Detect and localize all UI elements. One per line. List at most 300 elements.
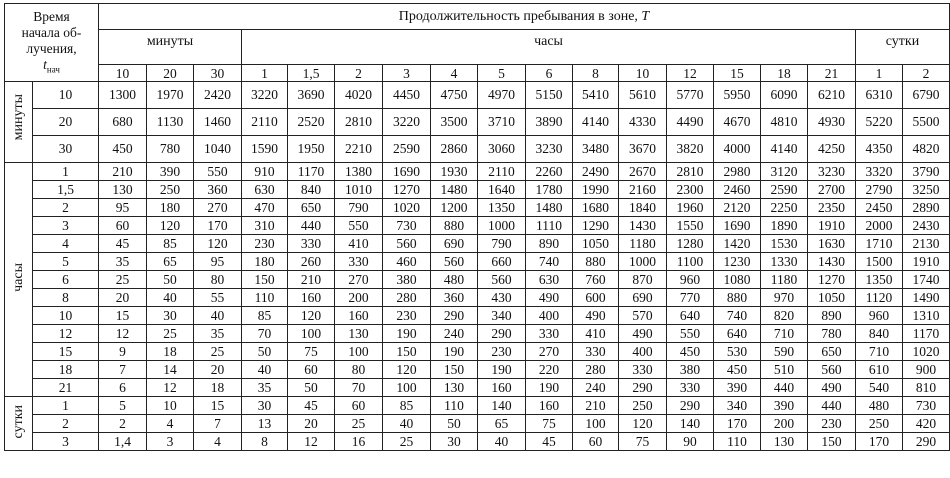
dose-cell: 110	[714, 433, 761, 451]
dose-cell: 50	[431, 415, 478, 433]
dose-cell: 170	[194, 217, 242, 235]
dose-cell: 30	[242, 397, 288, 415]
column-header: 15	[714, 65, 761, 82]
dose-cell: 1840	[619, 199, 667, 217]
duration-header	[99, 4, 950, 30]
dose-cell: 160	[288, 289, 335, 307]
dose-cell: 1180	[619, 235, 667, 253]
dose-cell: 590	[761, 343, 808, 361]
dose-cell: 1690	[714, 217, 761, 235]
dose-cell: 230	[242, 235, 288, 253]
dose-cell: 290	[478, 325, 526, 343]
dose-cell: 1490	[903, 289, 950, 307]
dose-cell: 4930	[808, 109, 856, 136]
dose-cell: 150	[808, 433, 856, 451]
dose-cell: 2450	[856, 199, 903, 217]
dose-cell: 7	[99, 361, 147, 379]
start-time-label-line3: лучения,	[26, 40, 77, 56]
row-group-label-text: часы	[10, 263, 26, 292]
dose-cell: 730	[383, 217, 431, 235]
dose-cell: 120	[288, 307, 335, 325]
table-row	[5, 307, 950, 325]
dose-cell: 250	[856, 415, 903, 433]
dose-cell: 470	[242, 199, 288, 217]
dose-cell: 1690	[383, 163, 431, 181]
start-time-cell: 5	[33, 253, 99, 271]
row-group-label	[5, 82, 33, 163]
dose-cell: 6790	[903, 82, 950, 109]
dose-cell: 730	[903, 397, 950, 415]
start-time-cell: 21	[33, 379, 99, 397]
dose-cell: 4490	[667, 109, 714, 136]
dose-cell: 560	[431, 253, 478, 271]
dose-cell: 50	[288, 379, 335, 397]
dose-cell: 550	[667, 325, 714, 343]
column-header: 2	[335, 65, 383, 82]
start-time-symbol: t	[43, 56, 47, 72]
dose-cell: 2110	[478, 163, 526, 181]
column-header: 21	[808, 65, 856, 82]
dose-cell: 3230	[526, 136, 573, 163]
dose-cell: 4810	[761, 109, 808, 136]
dose-cell: 240	[431, 325, 478, 343]
start-time-cell: 12	[33, 325, 99, 343]
dose-cell: 25	[335, 415, 383, 433]
dose-cell: 330	[335, 253, 383, 271]
dose-cell: 25	[99, 271, 147, 289]
dose-cell: 40	[242, 361, 288, 379]
dose-cell: 2000	[856, 217, 903, 235]
dose-cell: 1350	[856, 271, 903, 289]
dose-cell: 710	[856, 343, 903, 361]
table-row	[5, 163, 950, 181]
dose-cell: 210	[288, 271, 335, 289]
dose-cell: 1780	[526, 181, 573, 199]
dose-cell: 120	[383, 361, 431, 379]
table-row	[5, 415, 950, 433]
dose-cell: 45	[526, 433, 573, 451]
dose-table	[4, 3, 950, 451]
dose-cell: 560	[808, 361, 856, 379]
dose-cell: 1180	[761, 271, 808, 289]
column-header: 1,5	[288, 65, 335, 82]
dose-cell: 1500	[856, 253, 903, 271]
row-group-label	[5, 163, 33, 397]
dose-cell: 1170	[288, 163, 335, 181]
dose-cell: 120	[147, 217, 194, 235]
dose-cell: 60	[573, 433, 619, 451]
table-row	[5, 199, 950, 217]
dose-cell: 5220	[856, 109, 903, 136]
dose-cell: 780	[808, 325, 856, 343]
dose-cell: 740	[714, 307, 761, 325]
dose-cell: 400	[526, 307, 573, 325]
dose-cell: 3500	[431, 109, 478, 136]
dose-cell: 1050	[808, 289, 856, 307]
dose-cell: 510	[761, 361, 808, 379]
column-header: 5	[478, 65, 526, 82]
dose-cell: 630	[242, 181, 288, 199]
dose-cell: 960	[856, 307, 903, 325]
dose-cell: 480	[431, 271, 478, 289]
dose-cell: 1010	[335, 181, 383, 199]
dose-cell: 880	[714, 289, 761, 307]
dose-cell: 160	[335, 307, 383, 325]
table-row	[5, 109, 950, 136]
start-time-header	[5, 4, 99, 82]
dose-cell: 50	[242, 343, 288, 361]
dose-cell: 14	[147, 361, 194, 379]
dose-cell: 1040	[194, 136, 242, 163]
dose-cell: 480	[856, 397, 903, 415]
dose-cell: 230	[383, 307, 431, 325]
dose-cell: 1300	[99, 82, 147, 109]
dose-cell: 1280	[667, 235, 714, 253]
dose-cell: 4670	[714, 109, 761, 136]
dose-cell: 280	[383, 289, 431, 307]
dose-cell: 40	[383, 415, 431, 433]
dose-cell: 5500	[903, 109, 950, 136]
column-header: 10	[619, 65, 667, 82]
dose-cell: 60	[335, 397, 383, 415]
dose-cell: 65	[147, 253, 194, 271]
dose-cell: 1430	[619, 217, 667, 235]
dose-cell: 2790	[856, 181, 903, 199]
dose-cell: 75	[619, 433, 667, 451]
dose-cell: 260	[288, 253, 335, 271]
dose-cell: 2160	[619, 181, 667, 199]
row-group-label-text: минуты	[10, 94, 26, 141]
dose-cell: 120	[619, 415, 667, 433]
dose-cell: 1530	[761, 235, 808, 253]
dose-cell: 330	[288, 235, 335, 253]
dose-cell: 4970	[478, 82, 526, 109]
dose-cell: 130	[431, 379, 478, 397]
dose-cell: 3480	[573, 136, 619, 163]
dose-cell: 210	[573, 397, 619, 415]
start-time-cell: 20	[33, 109, 99, 136]
dose-table-container	[4, 3, 950, 451]
dose-cell: 3220	[242, 82, 288, 109]
start-time-cell: 4	[33, 235, 99, 253]
dose-cell: 15	[194, 397, 242, 415]
dose-cell: 80	[194, 271, 242, 289]
start-time-cell: 2	[33, 415, 99, 433]
dose-cell: 18	[147, 343, 194, 361]
duration-variable: T	[641, 8, 650, 24]
dose-cell: 1480	[431, 181, 478, 199]
dose-cell: 490	[808, 379, 856, 397]
dose-cell: 200	[761, 415, 808, 433]
dose-cell: 130	[335, 325, 383, 343]
dose-cell: 120	[194, 235, 242, 253]
dose-cell: 760	[573, 271, 619, 289]
dose-cell: 55	[194, 289, 242, 307]
dose-cell: 6310	[856, 82, 903, 109]
column-header: 12	[667, 65, 714, 82]
dose-cell: 1480	[526, 199, 573, 217]
dose-cell: 910	[242, 163, 288, 181]
dose-cell: 490	[573, 307, 619, 325]
dose-cell: 330	[619, 361, 667, 379]
dose-cell: 75	[526, 415, 573, 433]
dose-cell: 1590	[242, 136, 288, 163]
dose-cell: 9	[99, 343, 147, 361]
dose-cell: 3230	[808, 163, 856, 181]
dose-cell: 5	[99, 397, 147, 415]
dose-cell: 15	[99, 307, 147, 325]
start-time-cell: 18	[33, 361, 99, 379]
dose-cell: 1000	[619, 253, 667, 271]
dose-cell: 4820	[903, 136, 950, 163]
dose-cell: 5150	[526, 82, 573, 109]
start-time-cell: 3	[33, 217, 99, 235]
dose-cell: 390	[147, 163, 194, 181]
column-header: 8	[573, 65, 619, 82]
dose-cell: 360	[431, 289, 478, 307]
dose-cell: 130	[761, 433, 808, 451]
dose-cell: 270	[194, 199, 242, 217]
dose-cell: 640	[667, 307, 714, 325]
dose-cell: 6210	[808, 82, 856, 109]
dose-cell: 110	[431, 397, 478, 415]
dose-cell: 170	[714, 415, 761, 433]
dose-cell: 310	[242, 217, 288, 235]
dose-cell: 210	[99, 163, 147, 181]
dose-cell: 340	[478, 307, 526, 325]
dose-cell: 25	[383, 433, 431, 451]
dose-cell: 2860	[431, 136, 478, 163]
dose-cell: 2210	[335, 136, 383, 163]
dose-cell: 20	[99, 289, 147, 307]
start-time-cell: 10	[33, 82, 99, 109]
dose-cell: 4000	[714, 136, 761, 163]
dose-cell: 70	[335, 379, 383, 397]
dose-cell: 85	[383, 397, 431, 415]
dose-cell: 100	[383, 379, 431, 397]
dose-cell: 710	[761, 325, 808, 343]
dose-cell: 1350	[478, 199, 526, 217]
dose-cell: 100	[288, 325, 335, 343]
dose-cell: 170	[856, 433, 903, 451]
dose-cell: 490	[619, 325, 667, 343]
dose-cell: 2810	[335, 109, 383, 136]
dose-cell: 2120	[714, 199, 761, 217]
dose-cell: 290	[667, 397, 714, 415]
dose-cell: 230	[478, 343, 526, 361]
dose-cell: 4750	[431, 82, 478, 109]
dose-cell: 560	[478, 271, 526, 289]
dose-cell: 140	[478, 397, 526, 415]
column-header: 4	[431, 65, 478, 82]
dose-cell: 160	[526, 397, 573, 415]
dose-cell: 4330	[619, 109, 667, 136]
start-time-label-line1: Время	[33, 8, 70, 24]
dose-cell: 90	[667, 433, 714, 451]
dose-cell: 440	[761, 379, 808, 397]
dose-cell: 1910	[808, 217, 856, 235]
dose-cell: 40	[194, 307, 242, 325]
dose-cell: 12	[147, 379, 194, 397]
dose-cell: 160	[478, 379, 526, 397]
dose-cell: 1050	[573, 235, 619, 253]
group-header-minutes: минуты	[99, 30, 242, 65]
dose-cell: 560	[383, 235, 431, 253]
dose-cell: 680	[99, 109, 147, 136]
dose-cell: 790	[335, 199, 383, 217]
dose-cell: 330	[526, 325, 573, 343]
start-time-cell: 3	[33, 433, 99, 451]
start-time-cell: 1	[33, 163, 99, 181]
start-time-label-line2: начала об-	[21, 24, 82, 40]
dose-cell: 890	[526, 235, 573, 253]
dose-cell: 1,4	[99, 433, 147, 451]
start-time-cell: 8	[33, 289, 99, 307]
dose-cell: 280	[573, 361, 619, 379]
dose-cell: 65	[478, 415, 526, 433]
start-time-subscript: нач	[46, 64, 60, 75]
dose-cell: 2590	[383, 136, 431, 163]
dose-cell: 150	[431, 361, 478, 379]
dose-cell: 1890	[761, 217, 808, 235]
dose-cell: 690	[619, 289, 667, 307]
table-row	[5, 271, 950, 289]
column-header: 10	[99, 65, 147, 82]
dose-cell: 25	[194, 343, 242, 361]
dose-cell: 8	[242, 433, 288, 451]
table-row	[5, 343, 950, 361]
dose-cell: 1020	[903, 343, 950, 361]
dose-cell: 100	[335, 343, 383, 361]
dose-cell: 810	[903, 379, 950, 397]
dose-cell: 190	[431, 343, 478, 361]
dose-cell: 1080	[714, 271, 761, 289]
dose-cell: 270	[335, 271, 383, 289]
dose-cell: 45	[99, 235, 147, 253]
dose-cell: 80	[335, 361, 383, 379]
dose-cell: 220	[526, 361, 573, 379]
dose-cell: 2590	[761, 181, 808, 199]
dose-cell: 70	[242, 325, 288, 343]
table-row	[5, 433, 950, 451]
dose-cell: 50	[147, 271, 194, 289]
column-header: 18	[761, 65, 808, 82]
dose-cell: 3670	[619, 136, 667, 163]
dose-cell: 1130	[147, 109, 194, 136]
dose-cell: 1550	[667, 217, 714, 235]
column-header-row	[5, 65, 950, 82]
dose-cell: 60	[99, 217, 147, 235]
dose-cell: 1170	[903, 325, 950, 343]
dose-cell: 2980	[714, 163, 761, 181]
row-group-label-text: сутки	[10, 404, 26, 439]
table-row	[5, 379, 950, 397]
dose-cell: 440	[808, 397, 856, 415]
dose-cell: 3790	[903, 163, 950, 181]
dose-cell: 640	[714, 325, 761, 343]
dose-cell: 2700	[808, 181, 856, 199]
dose-cell: 20	[288, 415, 335, 433]
dose-cell: 1110	[526, 217, 573, 235]
duration-title: Продолжительность пребывания в зоне,	[398, 8, 638, 24]
dose-cell: 1100	[667, 253, 714, 271]
dose-cell: 820	[761, 307, 808, 325]
dose-cell: 200	[335, 289, 383, 307]
dose-cell: 1680	[573, 199, 619, 217]
group-header-hours: часы	[242, 30, 856, 65]
dose-cell: 2260	[526, 163, 573, 181]
dose-cell: 3890	[526, 109, 573, 136]
dose-cell: 490	[526, 289, 573, 307]
dose-cell: 540	[856, 379, 903, 397]
dose-cell: 250	[619, 397, 667, 415]
dose-cell: 1740	[903, 271, 950, 289]
dose-cell: 650	[808, 343, 856, 361]
dose-cell: 770	[667, 289, 714, 307]
dose-cell: 3820	[667, 136, 714, 163]
dose-cell: 1640	[478, 181, 526, 199]
dose-cell: 690	[431, 235, 478, 253]
dose-cell: 570	[619, 307, 667, 325]
dose-cell: 550	[194, 163, 242, 181]
dose-cell: 1270	[808, 271, 856, 289]
dose-cell: 1420	[714, 235, 761, 253]
column-header: 2	[903, 65, 950, 82]
dose-cell: 2490	[573, 163, 619, 181]
start-time-cell: 15	[33, 343, 99, 361]
start-time-cell: 30	[33, 136, 99, 163]
dose-cell: 970	[761, 289, 808, 307]
start-time-cell: 2	[33, 199, 99, 217]
dose-cell: 650	[288, 199, 335, 217]
dose-cell: 4140	[573, 109, 619, 136]
dose-cell: 3320	[856, 163, 903, 181]
dose-cell: 600	[573, 289, 619, 307]
dose-cell: 180	[147, 199, 194, 217]
dose-cell: 1930	[431, 163, 478, 181]
dose-cell: 2300	[667, 181, 714, 199]
dose-cell: 610	[856, 361, 903, 379]
dose-cell: 2130	[903, 235, 950, 253]
table-row	[5, 325, 950, 343]
dose-cell: 3120	[761, 163, 808, 181]
dose-cell: 1270	[383, 181, 431, 199]
dose-cell: 35	[242, 379, 288, 397]
dose-cell: 2420	[194, 82, 242, 109]
dose-cell: 420	[903, 415, 950, 433]
row-group-label	[5, 397, 33, 451]
dose-cell: 110	[242, 289, 288, 307]
dose-cell: 880	[431, 217, 478, 235]
dose-cell: 25	[147, 325, 194, 343]
dose-cell: 2430	[903, 217, 950, 235]
dose-cell: 890	[808, 307, 856, 325]
dose-cell: 1460	[194, 109, 242, 136]
dose-cell: 3	[147, 433, 194, 451]
start-time-cell: 10	[33, 307, 99, 325]
dose-cell: 1630	[808, 235, 856, 253]
dose-cell: 2670	[619, 163, 667, 181]
dose-cell: 380	[383, 271, 431, 289]
dose-cell: 35	[194, 325, 242, 343]
dose-cell: 12	[288, 433, 335, 451]
dose-cell: 430	[478, 289, 526, 307]
dose-cell: 780	[147, 136, 194, 163]
dose-cell: 410	[573, 325, 619, 343]
column-header: 6	[526, 65, 573, 82]
dose-cell: 3060	[478, 136, 526, 163]
dose-cell: 390	[761, 397, 808, 415]
